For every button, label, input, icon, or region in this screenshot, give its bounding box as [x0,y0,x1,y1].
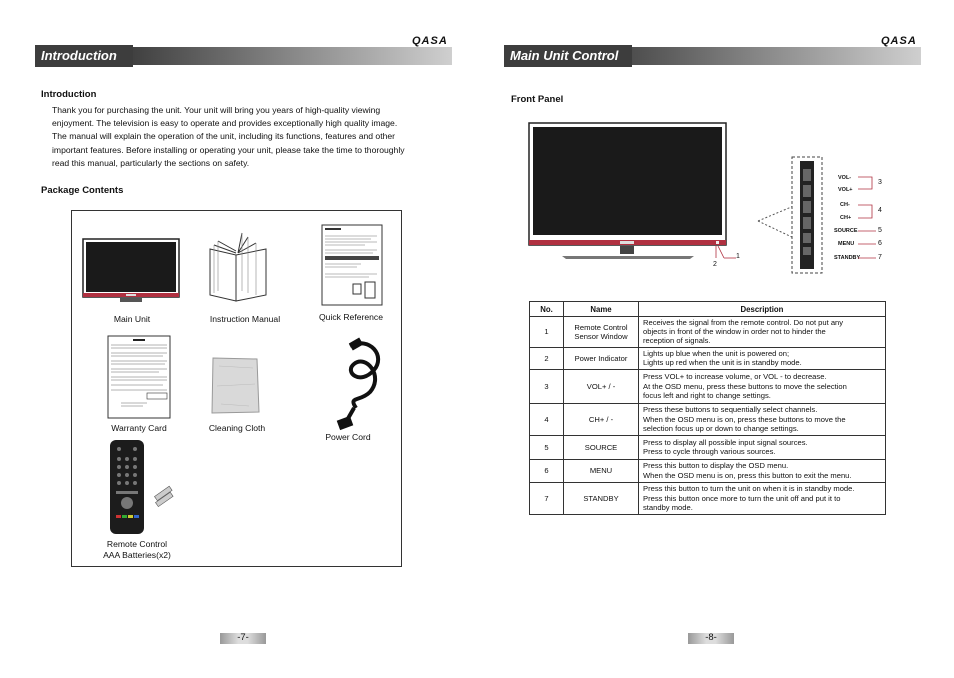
row-no: 6 [530,459,564,482]
row-no: 3 [530,369,564,403]
header-no: No. [530,302,564,317]
header-description: Description [639,302,886,317]
remote-batteries-caption [92,539,182,560]
row-no: 4 [530,403,564,435]
intro-line: read this manual, particularly the sections on safety. [52,157,250,168]
button-bracket-lines [856,172,880,264]
main-unit-caption: Main Unit [113,314,151,324]
page-number-left: -7- [220,633,266,644]
section-title-introduction: Introduction [35,45,133,67]
section-title-main-unit-control: Main Unit Control [504,45,632,67]
intro-paragraph [52,104,422,170]
intro-line: enjoyment. The television is easy to operate and provides exceptionally high quality image. [52,118,398,129]
cleaning-cloth-caption: Cleaning Cloth [208,423,266,433]
power-cord-caption: Power Cord [325,432,371,442]
row-name: Power Indicator [564,347,639,369]
table-row [530,459,886,482]
callout-3: 3 [878,179,882,186]
row-name: STANDBY [564,482,639,514]
instruction-manual-caption: Instruction Manual [209,314,281,324]
callout-7: 7 [878,254,882,261]
row-description: Receives the signal from the remote control. Do not put any objects in front of the window in order not to hinder the reception of signals. [639,317,886,348]
cleaning-cloth-image [209,356,263,416]
table-row [530,347,886,369]
batteries-caption: AAA Batteries(x2) [103,549,171,560]
label-vol-plus: VOL+ [838,187,853,193]
label-ch-minus: CH- [840,202,850,208]
table-row [530,317,886,348]
control-description-table [529,301,886,515]
page-number-right: -8- [688,633,734,644]
package-contents-heading: Package Contents [41,185,124,196]
table-row [530,482,886,514]
label-standby: STANDBY [834,255,861,261]
label-source: SOURCE [834,228,858,234]
power-cord-image [330,336,390,432]
row-no: 1 [530,317,564,348]
table-row [530,403,886,435]
quick-reference-image [321,224,383,306]
row-description: Press this button to display the OSD menu. When the OSD menu is on, press this button to exit the menu. [639,459,886,482]
row-description: Lights up blue when the unit is powered on; Lights up red when the unit is in standby mode. [639,347,886,369]
row-description: Press VOL+ to increase volume, or VOL - to decrease. At the OSD menu, press these buttons to move the selection focus left and right to change settings. [639,369,886,403]
row-description: Press to display all possible input signal sources. Press to cycle through various sources. [639,435,886,459]
table-row [530,369,886,403]
callout-6: 6 [878,240,882,247]
front-panel-heading: Front Panel [511,94,564,105]
row-name: VOL+ / - [564,369,639,403]
intro-line: Thank you for purchasing the unit. Your unit will bring you years of high-quality viewing [52,105,381,115]
row-name: SOURCE [564,435,639,459]
label-ch-plus: CH+ [840,215,852,221]
row-name: CH+ / - [564,403,639,435]
callout-1: 1 [736,253,740,260]
remote-control-image [108,439,148,535]
row-name: MENU [564,459,639,482]
label-vol-minus: VOL- [838,175,852,181]
warranty-card-image [107,335,171,419]
intro-heading: Introduction [41,89,97,100]
table-header-row [530,302,886,317]
label-menu: MENU [838,241,855,247]
side-button-panel-image [756,155,826,275]
intro-line: important features. Before installing or operating your unit, please take the time to thoroughly [52,144,405,155]
callout-4: 4 [878,207,882,214]
batteries-image [152,483,174,509]
callout-5: 5 [878,227,882,234]
row-no: 2 [530,347,564,369]
brand-logo-right: QASA [881,35,917,47]
intro-line: The manual will explain the operation of the unit, including its functions, features and other [52,131,396,142]
table-row [530,435,886,459]
row-no: 7 [530,482,564,514]
main-unit-image [82,238,180,304]
quick-reference-caption: Quick Reference [318,312,383,322]
row-description: Press these buttons to sequentially select channels. When the OSD menu is on, press these buttons to move the selection focus up or down to change settings. [639,403,886,435]
brand-logo-left: QASA [412,35,448,47]
callout-2: 2 [713,261,717,268]
header-name: Name [564,302,639,317]
warranty-card-caption: Warranty Card [111,423,167,433]
package-contents-box [71,210,402,567]
row-no: 5 [530,435,564,459]
row-description: Press this button to turn the unit on when it is in standby mode. Press this button once more to turn the unit off and put it to standby mode. [639,482,886,514]
instruction-manual-image [208,231,270,303]
remote-control-caption: Remote Control [106,539,168,549]
row-name: Remote Control Sensor Window [564,317,639,348]
front-panel-tv-image [528,122,728,262]
